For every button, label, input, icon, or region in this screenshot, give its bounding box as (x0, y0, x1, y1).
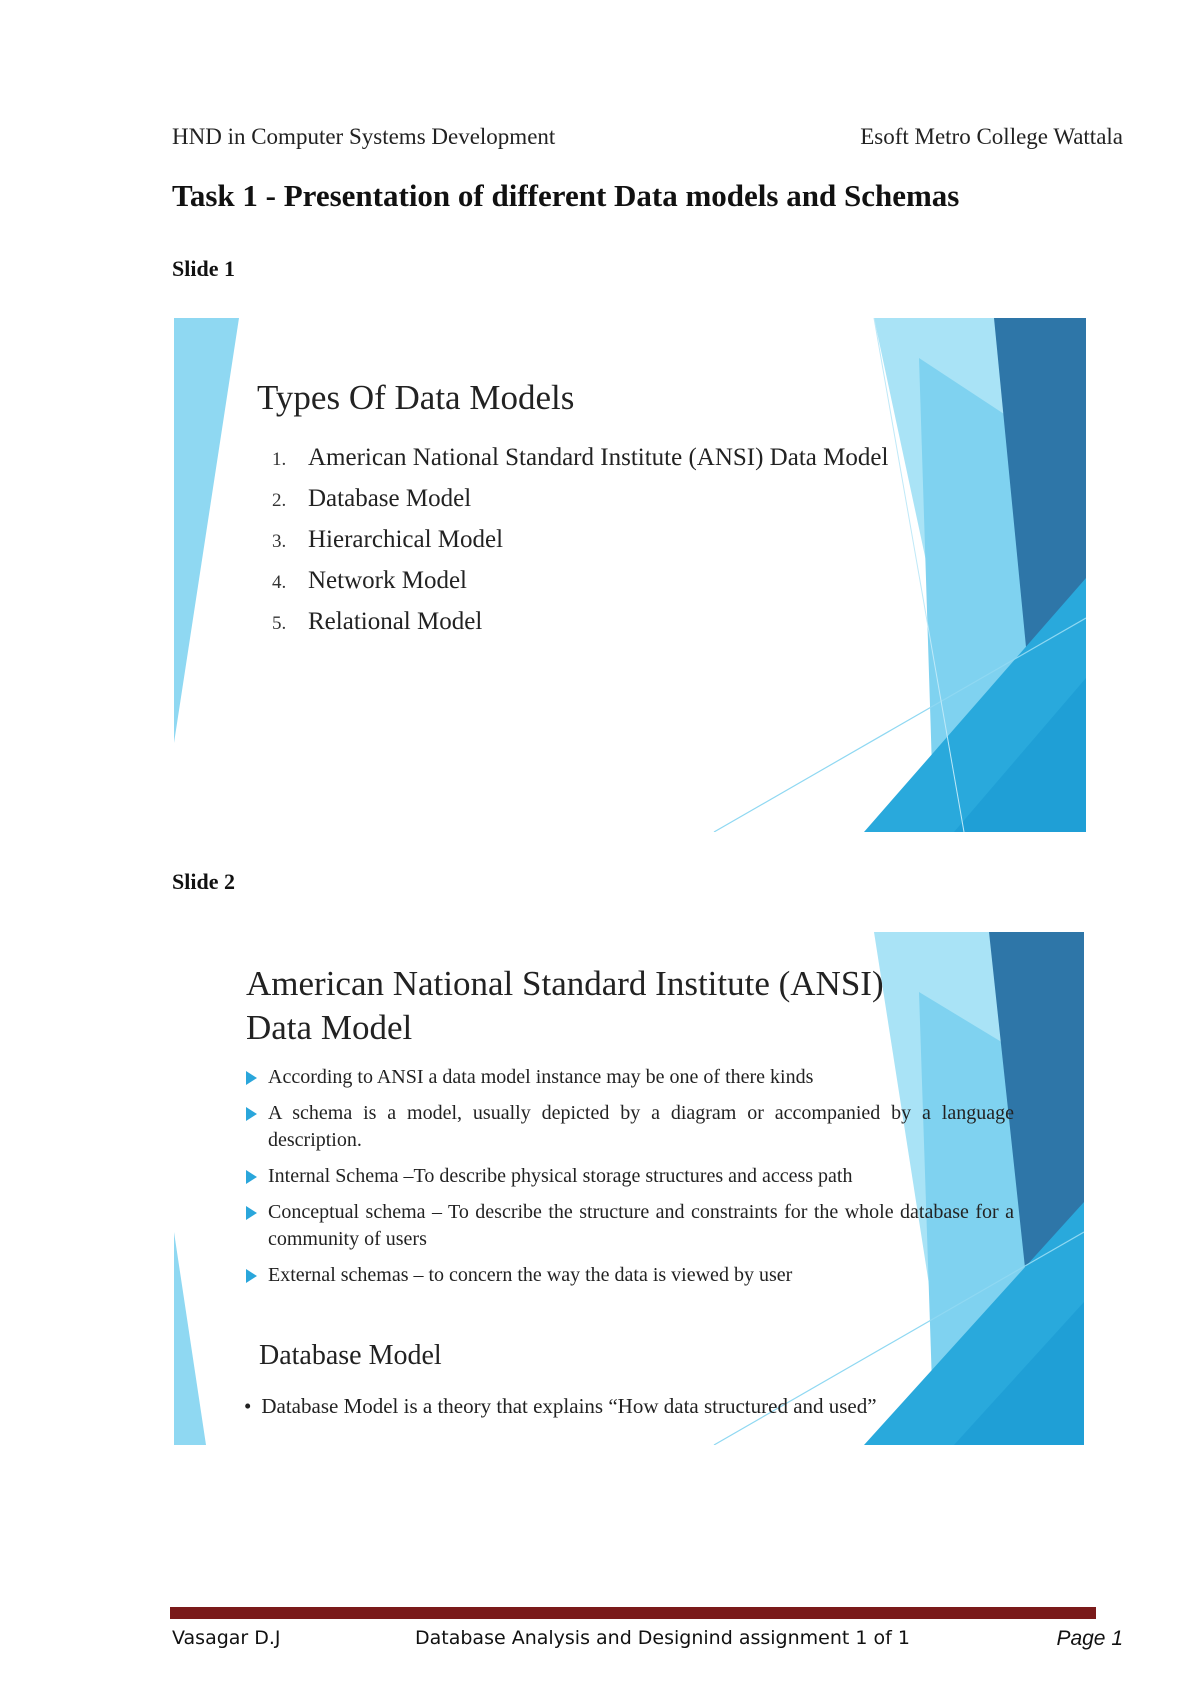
slide-1-label: Slide 1 (172, 256, 235, 281)
triangle-bullet-icon (246, 1107, 257, 1121)
list-item: 5. Relational Model (272, 608, 483, 635)
header-college: Esoft Metro College Wattala (860, 124, 1123, 149)
slide-2-subtitle: Database Model (259, 1340, 442, 1371)
slide-2-bullets (244, 1064, 1014, 1298)
footer-assignment: Database Analysis and Designind assignment 1 of 1 (415, 1627, 910, 1649)
slide-1-list (272, 444, 888, 649)
slide-1-title: Types Of Data Models (257, 378, 575, 417)
list-item: 4. Network Model (272, 567, 467, 594)
dot-bullet-icon: • (244, 1394, 252, 1418)
triangle-bullet-icon (246, 1170, 257, 1184)
slide-2-title: American National Standard Institute (ANSI) Data Model (246, 964, 884, 1047)
list-item: External schemas – to concern the way the data is viewed by user (244, 1262, 1014, 1289)
list-item: Conceptual schema – To describe the structure and constraints for the whole database for a community of users (244, 1199, 1014, 1253)
header-course: HND in Computer Systems Development (172, 124, 556, 149)
slide-2-label: Slide 2 (172, 869, 235, 894)
triangle-bullet-icon (246, 1269, 257, 1283)
task-title: Task 1 - Presentation of different Data models and Schemas (172, 178, 960, 213)
slide-2 (174, 932, 1084, 1445)
list-item: Internal Schema –To describe physical storage structures and access path (244, 1163, 1014, 1190)
list-item: 3. Hierarchical Model (272, 526, 504, 553)
slide-2-dot-item: • Database Model is a theory that explains “How data structured and used” (244, 1394, 877, 1418)
list-item: 1. American National Standard Institute (ANSI) Data Model (272, 444, 889, 471)
footer-author: Vasagar D.J (172, 1627, 281, 1649)
list-item: According to ANSI a data model instance may be one of there kinds (244, 1064, 1014, 1091)
footer-divider (170, 1607, 1096, 1619)
list-item: A schema is a model, usually depicted by a diagram or accompanied by a language description. (244, 1100, 1014, 1154)
triangle-bullet-icon (246, 1206, 257, 1220)
slide-1 (174, 318, 1086, 832)
list-item: 2. Database Model (272, 485, 472, 512)
footer-page-number: Page 1 (1056, 1627, 1123, 1650)
triangle-bullet-icon (246, 1071, 257, 1085)
